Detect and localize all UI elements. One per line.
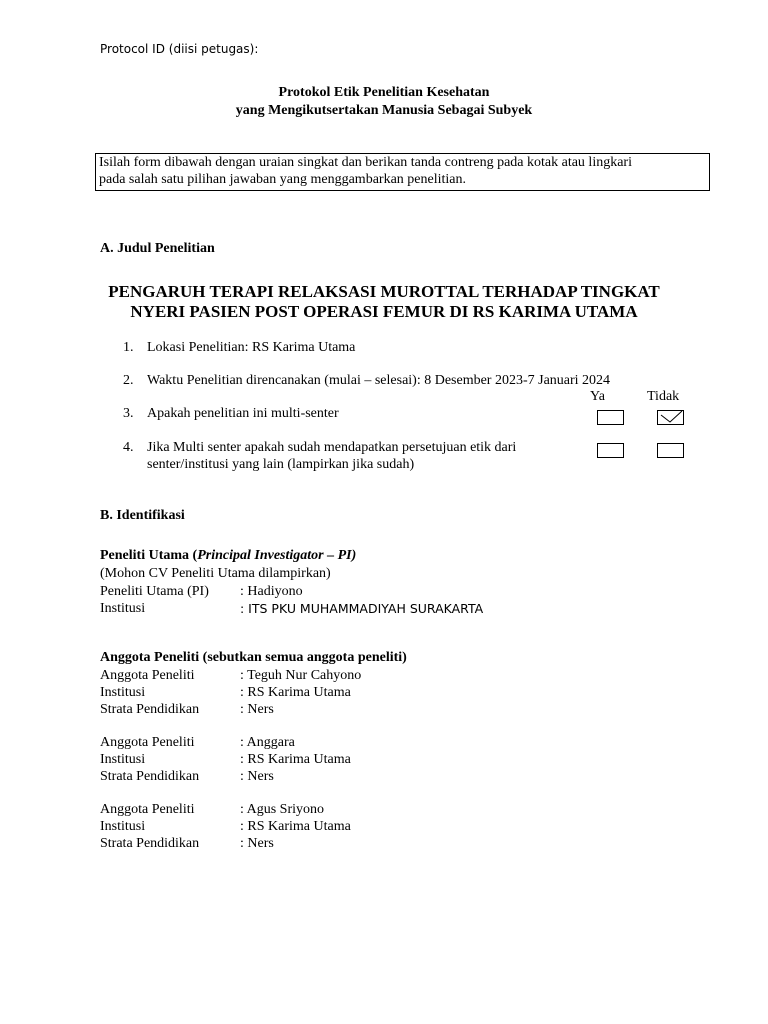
item-period: Waktu Penelitian direncanakan (mulai – selesai): 8 Desember 2023-7 Januari 2024: [147, 373, 611, 388]
instruction-line2: pada salah satu pilihan jawaban yang menggambarkan penelitian.: [99, 172, 466, 187]
instruction-line1: Isilah form dibawah dengan uraian singkat dan berikan tanda contreng pada kotak atau lingkari: [99, 155, 632, 170]
protocol-id-label: Protocol ID (diisi petugas):: [100, 42, 259, 56]
col-ya-header: Ya: [590, 389, 605, 404]
section-b-heading: B. Identifikasi: [100, 508, 185, 523]
form-title-line1: Protokol Etik Penelitian Kesehatan: [278, 85, 490, 100]
checkmark-icon: [658, 411, 683, 424]
item-number: 4.: [123, 440, 134, 455]
form-title-line2: yang Mengikutsertakan Manusia Sebagai Subyek: [235, 103, 533, 118]
item-location: Lokasi Penelitian: RS Karima Utama: [147, 340, 356, 355]
pi-cv-note: (Mohon CV Peneliti Utama dilampirkan): [100, 566, 331, 581]
research-title-line1: PENGARUH TERAPI RELAKSASI MUROTTAL TERHADAP TINGKAT: [108, 282, 660, 301]
item-number: 3.: [123, 406, 134, 421]
item-ethics-approval-cont: senter/institusi yang lain (lampirkan jika sudah): [147, 457, 415, 472]
pi-heading: Peneliti Utama (Principal Investigator – PI): [100, 548, 357, 563]
q4-tidak-checkbox[interactable]: [657, 443, 684, 458]
item-ethics-approval: Jika Multi senter apakah sudah mendapatkan persetujuan etik dari: [147, 440, 517, 455]
q4-ya-checkbox[interactable]: [597, 443, 624, 458]
members-heading: Anggota Peneliti (sebutkan semua anggota peneliti): [100, 650, 407, 665]
q3-ya-checkbox[interactable]: [597, 410, 624, 425]
item-number: 2.: [123, 373, 134, 388]
item-multicenter: Apakah penelitian ini multi-senter: [147, 406, 339, 421]
col-tidak-header: Tidak: [647, 389, 680, 404]
item-number: 1.: [123, 340, 134, 355]
q3-tidak-checkbox[interactable]: [657, 410, 684, 425]
section-a-heading: A. Judul Penelitian: [100, 241, 215, 256]
research-title-line2: NYERI PASIEN POST OPERASI FEMUR DI RS KARIMA UTAMA: [130, 302, 638, 321]
